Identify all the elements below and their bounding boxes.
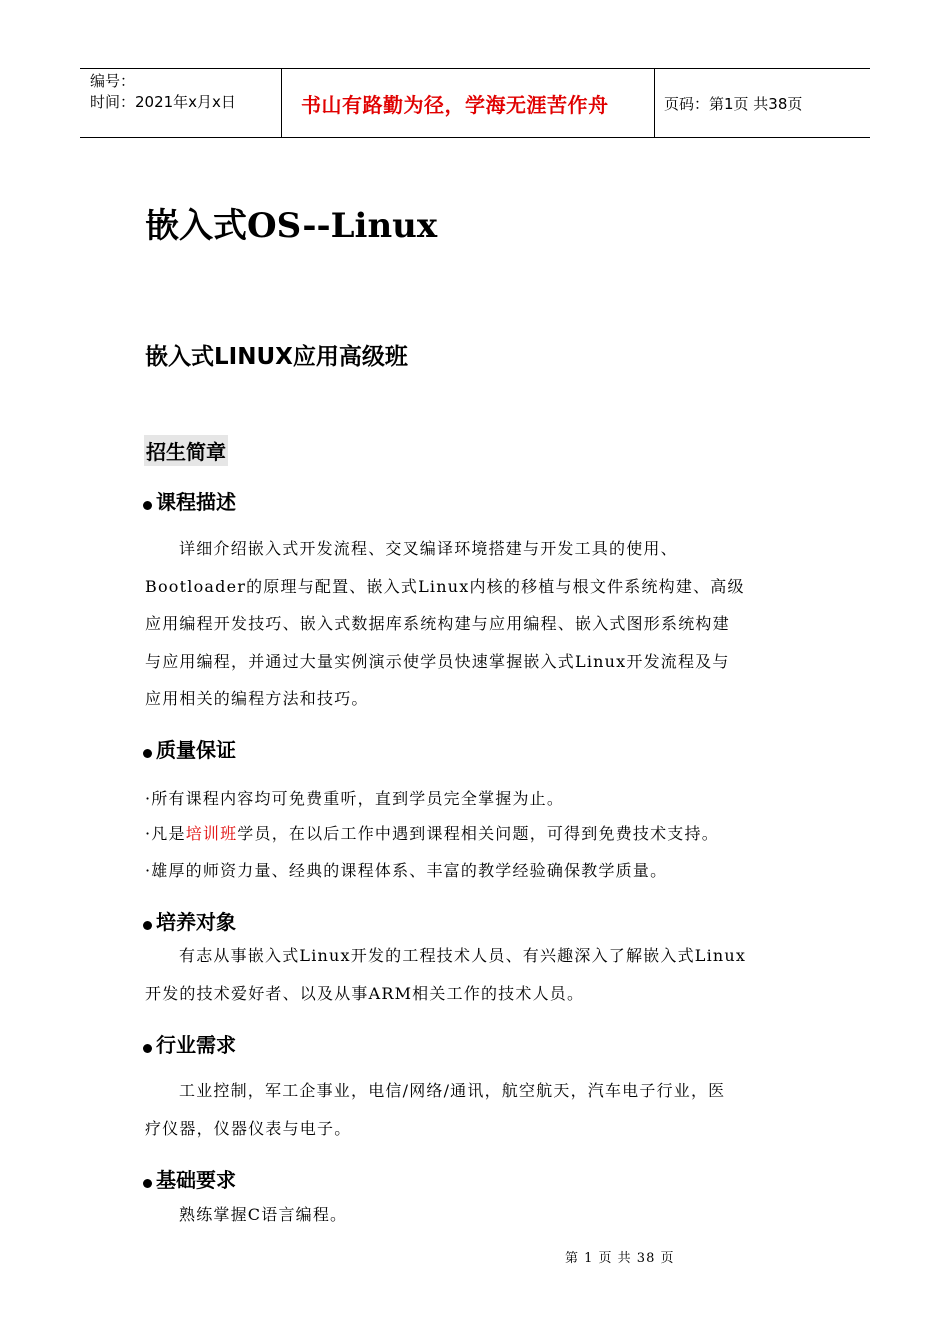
section-heading-industry xyxy=(143,1029,236,1058)
header-left-cell xyxy=(90,71,236,113)
bullet-icon xyxy=(143,921,152,930)
bullet-icon xyxy=(143,1179,152,1188)
section-heading-quality xyxy=(143,734,236,763)
number-label: 编号： xyxy=(90,72,136,90)
section-heading-text: 基础要求 xyxy=(156,1168,236,1192)
section-heading-basic xyxy=(143,1164,236,1193)
bullet-icon xyxy=(143,749,152,758)
bullet-icon xyxy=(143,501,152,510)
paragraph-line: 与应用编程，并通过大量实例演示使学员快速掌握嵌入式Linux开发流程及与 xyxy=(145,651,730,671)
section-heading-text: 质量保证 xyxy=(156,738,236,762)
quality-item: ·雄厚的师资力量、经典的课程体系、丰富的教学经验确保教学质量。 xyxy=(145,861,668,880)
paragraph-line: 开发的技术爱好者、以及从事ARM相关工作的技术人员。 xyxy=(145,983,585,1003)
time-label: 时间：2021年x月x日 xyxy=(90,93,236,111)
description-paragraph xyxy=(145,530,810,718)
section-heading-target xyxy=(143,906,236,935)
section-heading-description xyxy=(143,486,236,515)
header-motto: 书山有路勤为径，学海无涯苦作舟 xyxy=(301,93,609,117)
section-heading-text: 行业需求 xyxy=(156,1033,236,1057)
header-divider-2 xyxy=(654,69,655,137)
paragraph-line: 有志从事嵌入式Linux开发的工程技术人员、有兴趣深入了解嵌入式Linux xyxy=(179,946,747,965)
page-header xyxy=(80,68,870,138)
document-title: 嵌入式OS--Linux xyxy=(145,206,438,246)
training-class-link[interactable]: 培训班 xyxy=(185,824,238,843)
paragraph-line: Bootloader的原理与配置、嵌入式Linux内核的移植与根文件系统构建、高级 xyxy=(145,576,745,596)
bullet-icon xyxy=(143,1044,152,1053)
paragraph-line: 工业控制，军工企事业，电信/网络/通讯，航空航天，汽车电子行业，医 xyxy=(179,1081,726,1100)
quality-item xyxy=(145,821,719,844)
paragraph-line: 应用相关的编程方法和技巧。 xyxy=(145,689,369,708)
target-paragraph xyxy=(145,937,810,1012)
paragraph-line: 疗仪器，仪器仪表与电子。 xyxy=(145,1118,352,1138)
enrollment-title: 招生简章 xyxy=(144,435,228,466)
quality-item-suffix: 学员，在以后工作中遇到课程相关问题，可得到免费技术支持。 xyxy=(237,824,719,843)
page-footer: 第 1 页 共 38 页 xyxy=(565,1251,675,1266)
quality-item: ·所有课程内容均可免费重听，直到学员完全掌握为止。 xyxy=(145,789,565,808)
quality-item-prefix: ·凡是 xyxy=(145,824,186,843)
course-title: 嵌入式LINUX应用高级班 xyxy=(145,344,408,370)
paragraph-line: 应用编程开发技巧、嵌入式数据库系统构建与应用编程、嵌入式图形系统构建 xyxy=(145,614,730,633)
section-heading-text: 培养对象 xyxy=(156,910,236,934)
paragraph-line: 熟练掌握C语言编程。 xyxy=(179,1205,348,1224)
basic-paragraph xyxy=(145,1196,810,1234)
section-heading-text: 课程描述 xyxy=(156,490,236,514)
header-page-info: 页码：第1页 共38页 xyxy=(664,95,803,113)
industry-paragraph xyxy=(145,1072,810,1147)
header-divider-1 xyxy=(281,69,282,137)
paragraph-line: 详细介绍嵌入式开发流程、交叉编译环境搭建与开发工具的使用、 xyxy=(179,539,678,558)
